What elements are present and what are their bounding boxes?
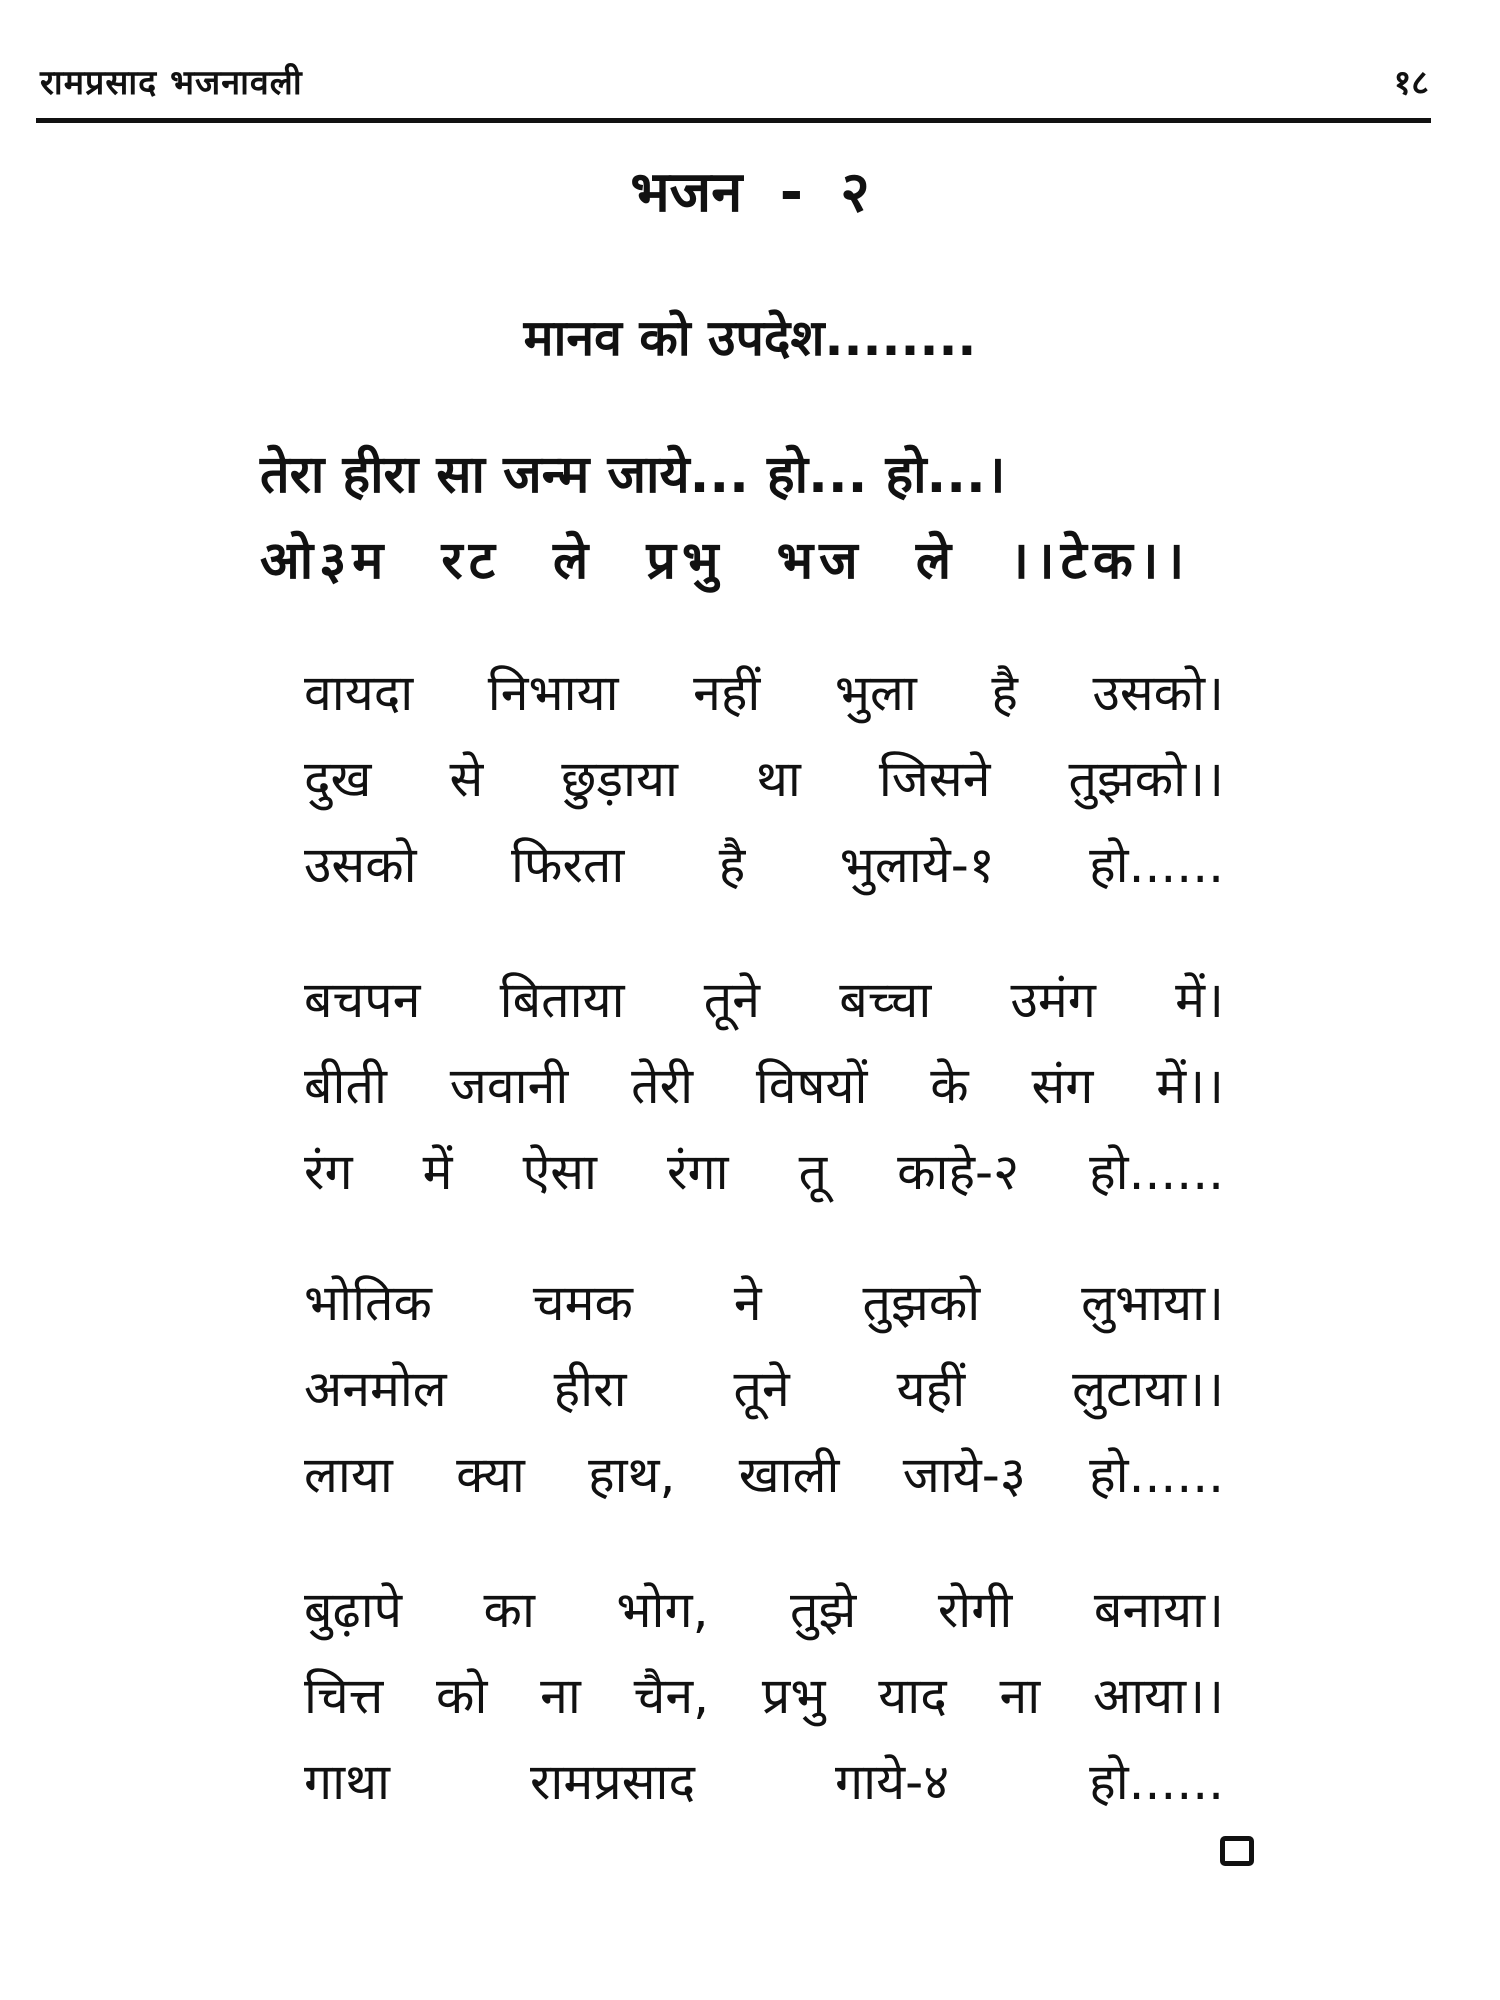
verse-line: गाथा रामप्रसाद गाये-४ हो...... [304, 1753, 1224, 1811]
bhajan-title: भजन - २ [630, 160, 870, 225]
verse-line: चित्त को ना चैन, प्रभु याद ना आया।। [304, 1667, 1224, 1725]
stanza-2 [304, 957, 1224, 1215]
verse-line: रंग में ऐसा रंगा तू काहे-२ हो...... [304, 1143, 1224, 1201]
page-number: १८ [1393, 63, 1429, 103]
tek-line: तेरा हीरा सा जन्म जाये... हो... हो...। [260, 445, 1006, 505]
running-title: रामप्रसाद भजनावली [40, 63, 303, 103]
verse-line: वायदा निभाया नहीं भुला है उसको। [304, 664, 1224, 722]
stanza-1 [304, 650, 1224, 908]
verse-line: बुढ़ापे का भोग, तुझे रोगी बनाया। [304, 1581, 1224, 1639]
stanza-4 [304, 1567, 1224, 1825]
page-header [36, 58, 1431, 123]
verse-line: बचपन बिताया तूने बच्चा उमंग में। [304, 971, 1224, 1029]
verse-line: अनमोल हीरा तूने यहीं लुटाया।। [304, 1360, 1224, 1418]
verse-line: लाया क्या हाथ, खाली जाये-३ हो...... [304, 1446, 1224, 1504]
verse-line: उसको फिरता है भुलाये-१ हो...... [304, 836, 1224, 894]
stanza-3 [304, 1260, 1224, 1518]
square-end-mark-icon [1220, 1836, 1254, 1866]
tek-refrain [260, 432, 1190, 604]
verse-line: भोतिक चमक ने तुझको लुभाया। [304, 1274, 1224, 1332]
verse-line: दुख से छुड़ाया था जिसने तुझको।। [304, 750, 1224, 808]
bhajan-subtitle: मानव को उपदेश........ [523, 309, 977, 367]
tek-line: ओ३म रट ले प्रभु भज ले ।।टेक।। [260, 531, 1191, 591]
verse-line: बीती जवानी तेरी विषयों के संग में।। [304, 1057, 1224, 1115]
